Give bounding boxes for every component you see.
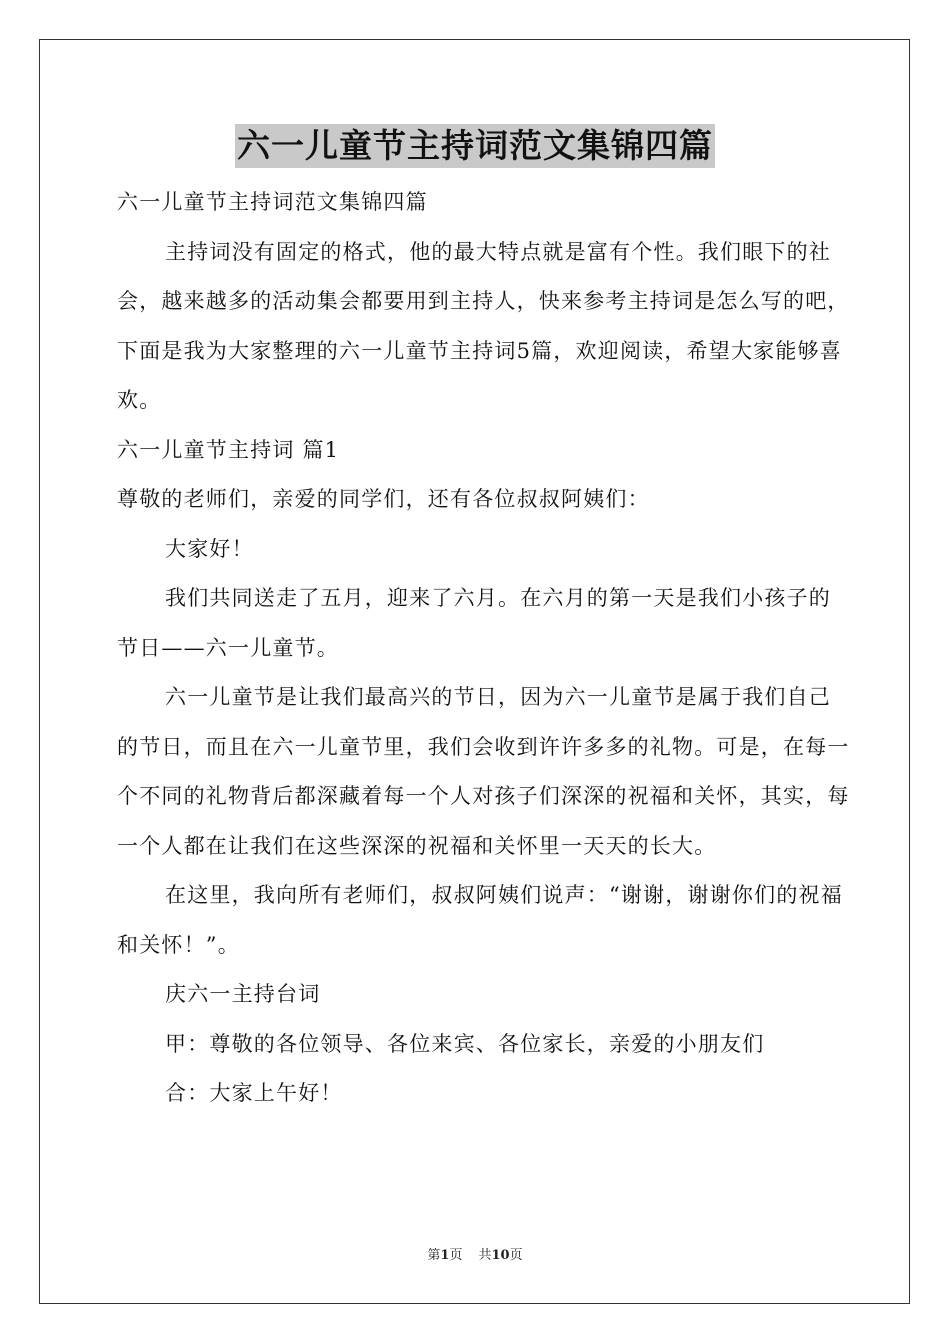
total-suffix: 页	[509, 1248, 523, 1263]
total-page-count: 10	[491, 1248, 510, 1263]
section-heading: 六一儿童节主持词 篇1	[117, 437, 340, 462]
paragraph: 合：大家上午好！	[165, 1081, 343, 1105]
page-prefix: 第	[427, 1248, 441, 1263]
current-page-number: 1	[440, 1248, 450, 1263]
paragraph: 甲：尊敬的各位领导、各位来宾、各位家长，亲爱的小朋友们	[165, 1031, 765, 1056]
paragraph: 尊敬的老师们，亲爱的同学们，还有各位叔叔阿姨们：	[117, 487, 650, 511]
document-title: 六一儿童节主持词范文集锦四篇	[235, 124, 715, 168]
paragraph: 六一儿童节主持词范文集锦四篇	[117, 190, 428, 214]
total-prefix: 共	[478, 1248, 492, 1263]
paragraph: 庆六一主持台词	[165, 982, 321, 1006]
page-footer	[0, 1246, 950, 1266]
paragraph: 在这里，我向所有老师们，叔叔阿姨们说声：“谢谢，谢谢你们的祝福和关怀！”。	[117, 883, 843, 957]
document-body	[117, 178, 852, 1119]
paragraph: 六一儿童节是让我们最高兴的节日，因为六一儿童节是属于我们自己的节日，而且在六一儿童节里，我们会收到许许多多的礼物。可是，在每一个不同的礼物背后都深藏着每一个人对孩子们深深的祝福和关怀，其实，每一个人都在让我们在这些深深的祝福和关怀里一天天的长大。	[117, 685, 850, 858]
paragraph: 我们共同送走了五月，迎来了六月。在六月的第一天是我们小孩子的节日——六一儿童节。	[117, 586, 831, 660]
page-suffix: 页	[449, 1248, 463, 1263]
title-container	[0, 124, 950, 168]
paragraph: 大家好！	[165, 536, 254, 561]
paragraph: 主持词没有固定的格式，他的最大特点就是富有个性。我们眼下的社会，越来越多的活动集会都要用到主持人，快来参考主持词是怎么写的吧，下面是我为大家整理的六一儿童节主持词5篇，欢迎阅读，希望大家能够喜欢。	[117, 239, 850, 412]
